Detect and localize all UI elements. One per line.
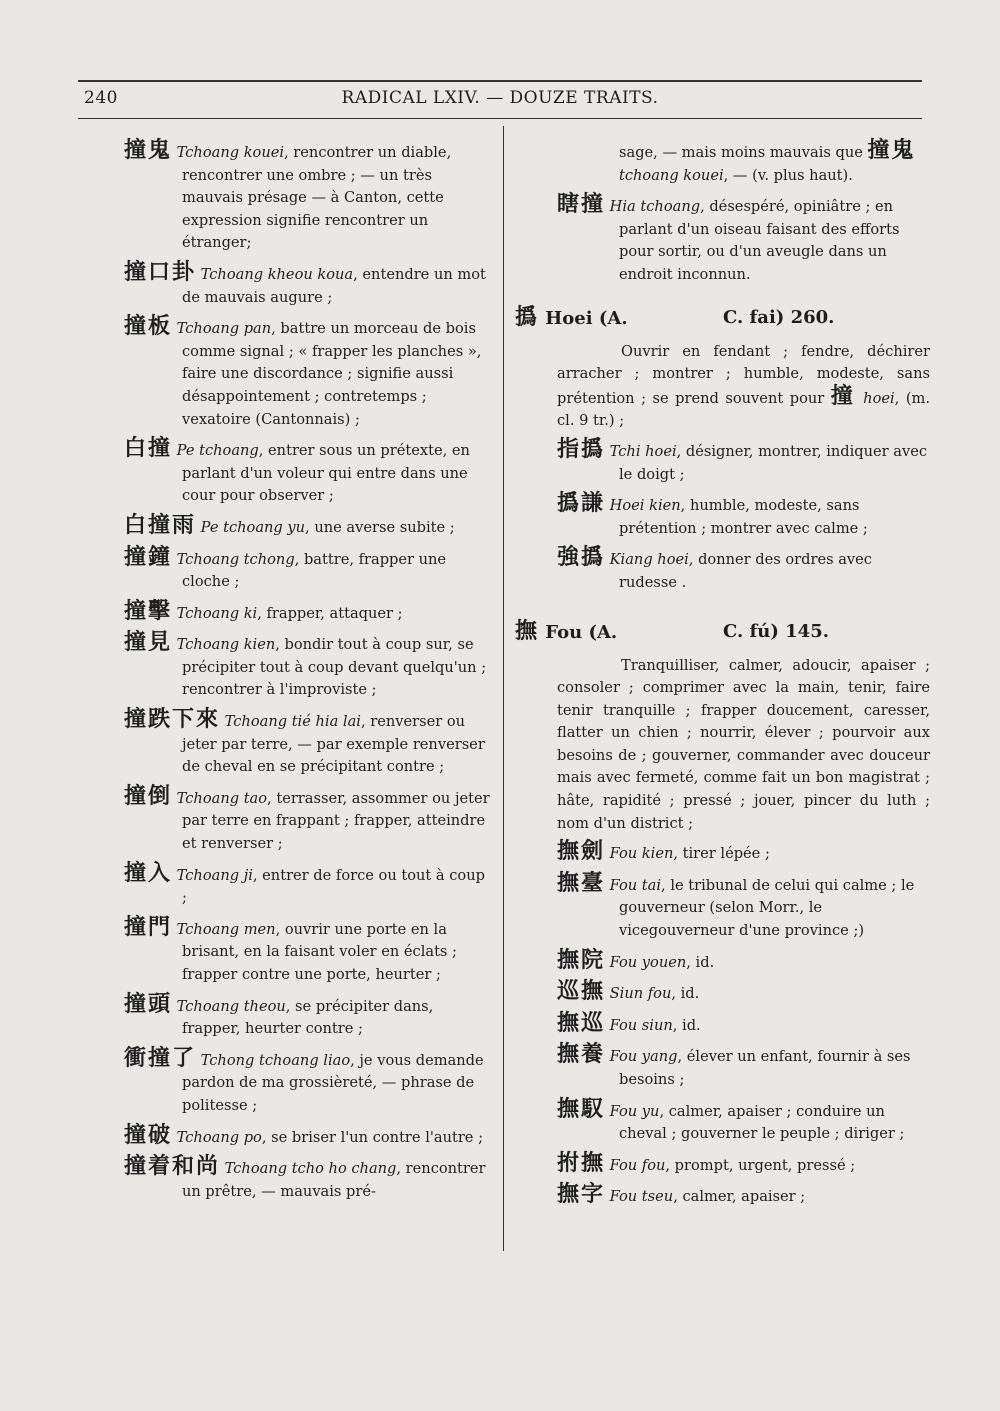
- radical-char: 撫: [515, 618, 540, 644]
- entry-chars: 撫字: [557, 1182, 606, 1208]
- dictionary-entry: [124, 914, 494, 987]
- entry-romanization: Tchoang pan: [172, 320, 272, 338]
- entry-romanization: Tchoang theou: [172, 997, 286, 1015]
- dictionary-entry: [124, 991, 494, 1041]
- entry-text: , je vous demande pardon de ma grossièreté, — phrase de politesse ;: [182, 1051, 484, 1114]
- entry-romanization: Tchoang tchong: [172, 550, 295, 568]
- entry-chars: 撫院: [557, 947, 606, 973]
- dictionary-entry: [124, 1045, 494, 1118]
- dictionary-entry: [124, 860, 494, 910]
- entry-romanization: Pe tchoang: [172, 442, 259, 460]
- entry-chars: 撞見: [124, 630, 173, 656]
- entry-text: , donner des ordres avec rudesse .: [619, 551, 872, 591]
- entry-text: , calmer, apaiser ; conduire un cheval ; gouverner le peuple ; diriger ;: [619, 1102, 905, 1143]
- definition-romanization: hoei: [863, 389, 895, 407]
- dictionary-entry: [557, 1044, 930, 1091]
- entry-text: , ouvrir une porte en la brisant, en la faisant voler en éclats ; frapper contre une porte, heurter ;: [182, 920, 457, 983]
- entry-romanization: Tchoang ki: [172, 604, 258, 622]
- dictionary-entry: [124, 598, 494, 626]
- entry-text: , id.: [671, 985, 700, 1003]
- dictionary-entry: [557, 1096, 930, 1146]
- entry-text: , battre, frapper une cloche ;: [182, 550, 447, 591]
- entry-text: , entrer de force ou tout à coup ;: [182, 866, 485, 907]
- dictionary-entry: [124, 632, 494, 702]
- entry-text: , se précipiter dans, frapper, heurter contre ;: [182, 997, 434, 1038]
- entry-chars: 撞入: [124, 860, 173, 886]
- entry-romanization: Tchoang tié hia lai: [220, 713, 361, 731]
- definition-text: , (m. cl. 9 tr.) ;: [557, 389, 931, 430]
- left-column: [124, 140, 494, 1210]
- entry-chars: 撫馭: [557, 1096, 606, 1122]
- entry-chars: 撫養: [557, 1042, 606, 1068]
- entry-text: , se briser l'un contre l'autre ;: [261, 1128, 484, 1146]
- dictionary-entry: [124, 544, 494, 594]
- entry-romanization: Fou fou: [605, 1156, 666, 1174]
- entry-text: , désespéré, opiniâtre ; en parlant d'un oiseau faisant des efforts pour sortir, ou d'un aveugle dans un endroit inconnun.: [619, 198, 900, 283]
- radical-ref: C. fú) 145.: [723, 620, 829, 642]
- definition-text: Ouvrir en fendant ; fendre, déchirer arracher ; montrer ; humble, modeste, sans prétention ; se prend souvent pour: [557, 342, 930, 407]
- entry-text: , entrer sous un prétexte, en parlant d'un voleur qui entre dans une cour pour observer ;: [182, 442, 470, 505]
- entry-romanization: Fou yang: [605, 1048, 678, 1066]
- dictionary-entry: [557, 547, 930, 594]
- entry-romanization: Tchi hoei: [605, 442, 677, 460]
- hoei-entries: [557, 436, 930, 595]
- dictionary-entry: [515, 194, 930, 286]
- entry-chars: 衝撞了: [124, 1045, 197, 1071]
- entry-romanization: Pe tchoang yu: [196, 518, 306, 536]
- entry-romanization: Fou tai: [605, 876, 662, 894]
- entry-text: , frapper, attaquer ;: [257, 604, 403, 622]
- dictionary-entry: [124, 512, 494, 540]
- entry-chars: 撞擊: [124, 598, 173, 624]
- entry-romanization: Tchoang tao: [172, 789, 268, 807]
- entry-chars: 撞口卦: [124, 259, 197, 285]
- entry-text: , terrasser, assommer ou jeter par terre en frappant ; frapper, atteindre et renverser ;: [182, 789, 490, 853]
- dictionary-entry: [557, 1150, 930, 1178]
- dictionary-entry: [557, 436, 930, 486]
- entry-text: , désigner, montrer, indiquer avec le doigt ;: [619, 442, 928, 483]
- entry-romanization: Fou tseu: [605, 1188, 674, 1206]
- entry-text: , le tribunal de celui qui calme ; le gouverneur (selon Morr., le vicegouverneur d'une province ;): [619, 876, 915, 940]
- entry-romanization: Tchoang men: [172, 920, 276, 938]
- dictionary-entry: [557, 841, 930, 866]
- entry-chars: 撞頭: [124, 991, 173, 1017]
- entry-chars: 撫劍: [557, 839, 606, 865]
- entry-chars: 拊撫: [557, 1150, 606, 1176]
- dictionary-entry: [557, 870, 930, 943]
- entry-romanization: Tchoang po: [172, 1128, 262, 1146]
- entry-romanization: Tchoang kheou koua: [196, 265, 354, 283]
- entry-romanization: Tchoang tcho ho chang: [220, 1160, 397, 1178]
- entry-chars: 撞板: [124, 314, 173, 340]
- dictionary-entry: [124, 140, 494, 255]
- dictionary-entry: [124, 1122, 494, 1150]
- radical-ref: C. fai) 260.: [723, 306, 835, 328]
- entry-romanization: Fou kien: [605, 845, 674, 863]
- entry-romanization: Fou siun: [605, 1016, 673, 1034]
- entry-text: , — (v. plus haut).: [723, 166, 853, 184]
- entry-text: , entendre un mot de mauvais augure ;: [182, 265, 486, 306]
- entry-chars: 撞鬼: [124, 138, 173, 163]
- dictionary-entry: [124, 709, 494, 779]
- entry-chars: 白撞: [124, 436, 173, 462]
- page-header: [84, 88, 916, 114]
- entry-chars: 撞破: [124, 1122, 173, 1148]
- radical-heading-fou: [515, 618, 930, 649]
- radical-char: 撝: [515, 304, 540, 330]
- page-number: 240: [84, 88, 118, 108]
- entry-romanization: Tchoang kien: [172, 636, 276, 654]
- definition-paragraph: Tranquilliser, calmer, adoucir, apaiser ; consoler ; comprimer avec la main, tenir, faire tenir tranquille ; frapper doucement, caresser, flatter un chien ; nourrir, élever ; pourvoir aux besoins de ; gouverner, commander avec douceur mais avec fermeté, comme fait un bon magistrat ; hâte, rapidité ; pressé ; jouer, pincer du luth ; nom d'un district ;: [557, 656, 930, 832]
- entry-text: , élever un enfant, fournir à ses besoins ;: [619, 1048, 911, 1088]
- entry-chars: 瞎撞: [557, 192, 606, 218]
- entry-chars: 白撞雨: [124, 512, 197, 538]
- entry-romanization: Hia tchoang: [609, 198, 701, 216]
- entry-romanization: Fou yu: [605, 1102, 660, 1120]
- page-title: RADICAL LXIV. — DOUZE TRAITS.: [341, 88, 659, 108]
- entry-text: , calmer, apaiser ;: [673, 1188, 806, 1206]
- entry-romanization: Tchoang ji: [172, 866, 253, 884]
- entry-text: sage, — mais moins mauvais que: [619, 144, 868, 161]
- dictionary-entry: [557, 981, 930, 1006]
- entry-chars: 巡撫: [557, 979, 606, 1005]
- dictionary-entry: [124, 1156, 494, 1203]
- definition-paragraph: [557, 341, 930, 433]
- dictionary-entry: [557, 1010, 930, 1038]
- entry-text: , battre un morceau de bois comme signal ; « frapper les planches », faire une discordance ; signifie aussi désappointement ; contretemps ; vexatoire (Cantonnais) ;: [182, 320, 482, 428]
- entry-romanization: Fou youen: [605, 953, 687, 971]
- entry-text: , renverser ou jeter par terre, — par exemple renverser de cheval en se précipitant contre ;: [182, 713, 485, 776]
- entry-romanization: Tchoang kouei: [172, 144, 285, 161]
- entry-chars: 撝謙: [557, 491, 606, 517]
- entry-chars: 撞跌下來: [124, 707, 221, 733]
- entry-text: , rencontrer un diable, rencontrer une ombre ; — un très mauvais présage — à Canton, cette expression signifie rencontrer un étranger;: [182, 144, 452, 252]
- entry-romanization: tchoang kouei: [619, 166, 724, 184]
- entry-chars: 指撝: [557, 436, 606, 462]
- dictionary-entry: [557, 947, 930, 975]
- entry-chars: 撞鬼: [867, 138, 916, 163]
- dictionary-entry: [557, 493, 930, 540]
- entry-romanization: Hoei kien: [605, 497, 681, 515]
- dictionary-entry: [557, 1184, 930, 1209]
- dictionary-entry: [124, 783, 494, 856]
- entry-romanization: Siun fou: [605, 985, 672, 1003]
- dictionary-entry: [124, 316, 494, 431]
- entry-text: , tirer lépée ;: [673, 845, 770, 863]
- dictionary-entry: [124, 438, 494, 508]
- entry-romanization: Tchong tchoang liao: [196, 1051, 351, 1069]
- entry-chars: 撫臺: [557, 870, 606, 896]
- entry-text: , une averse subite ;: [305, 518, 455, 536]
- entry-chars: 撞倒: [124, 783, 173, 809]
- column-divider: [503, 126, 504, 1251]
- entry-text: , prompt, urgent, pressé ;: [665, 1156, 856, 1174]
- continued-entry: [515, 140, 930, 187]
- radical-head: Fou (A.: [545, 621, 618, 643]
- entry-chars: 撫巡: [557, 1010, 606, 1036]
- top-rule: [78, 80, 922, 82]
- right-column: [515, 140, 930, 1216]
- radical-heading-hoei: [515, 304, 930, 335]
- entry-text: , bondir tout à coup sur, se précipiter tout à coup devant quelqu'un ; rencontrer à l'improviste ;: [182, 636, 487, 699]
- header-rule: [78, 118, 922, 119]
- entry-text: , humble, modeste, sans prétention ; montrer avec calme ;: [619, 497, 868, 537]
- definition-char: 撞: [830, 383, 857, 409]
- entry-text: , id.: [672, 1016, 701, 1034]
- entry-romanization: Kiang hoei: [605, 551, 689, 569]
- radical-head: Hoei (A.: [545, 307, 628, 329]
- dictionary-entry: [124, 259, 494, 309]
- entry-chars: 撞門: [124, 914, 173, 940]
- fou-entries: [557, 841, 930, 1209]
- entry-text: , rencontrer un prêtre, — mauvais pré-: [182, 1160, 486, 1200]
- entry-chars: 撞着和尚: [124, 1154, 221, 1180]
- entry-chars: 撞鐘: [124, 544, 173, 570]
- entry-text: , id.: [686, 953, 715, 971]
- entry-chars: 強撝: [557, 545, 606, 571]
